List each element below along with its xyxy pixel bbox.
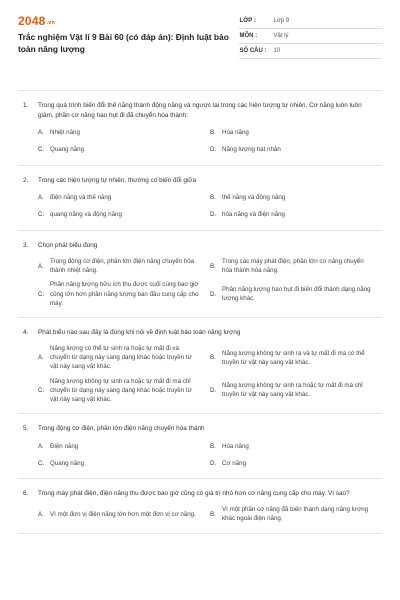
option-letter: B.	[210, 354, 216, 362]
question-text: Trong quá trình biến đổi thế năng thành động năng và ngược lại trong các hiện tượng tự nhiên. Cơ năng luôn luôn giảm, phần cơ năng hao hụt đi đã chuyển hóa thành:	[38, 102, 362, 119]
answer-option[interactable]	[38, 209, 210, 226]
option-text: Vì một phần cơ năng đã biến thành dạng năng lượng khác ngoài điện năng.	[222, 506, 369, 523]
question-text-row	[18, 241, 382, 251]
answer-option[interactable]	[210, 127, 382, 144]
meta-row-count	[239, 44, 382, 59]
option-letter: B.	[210, 194, 216, 202]
question-number: 5.	[23, 425, 29, 433]
option-text: Trong các máy phát điện, phần lớn cơ năng chuyển hóa thành hóa năng.	[222, 258, 364, 275]
option-text: Quang năng	[50, 459, 85, 467]
logo-main: 2048	[18, 14, 46, 28]
document-title: Trắc nghiệm Vật lí 9 Bài 60 (có đáp án): Định luật bảo toàn năng lượng	[18, 32, 229, 54]
meta-value: Lớp 9	[273, 18, 290, 24]
question-list	[18, 91, 382, 534]
option-text: Điện năng	[50, 442, 79, 450]
document-header	[18, 14, 382, 80]
option-letter: D.	[210, 459, 217, 467]
meta-label: LỚP :	[239, 18, 256, 24]
option-letter: B.	[210, 262, 216, 270]
option-letter: A.	[38, 262, 44, 270]
option-text: Năng lượng không tự sinh ra và tự mất đi mà có thể truyền từ vật này sang vật khác.	[222, 349, 365, 366]
question-6	[18, 479, 382, 533]
option-letter: B.	[210, 442, 216, 450]
option-letter: C.	[38, 146, 45, 154]
option-text: Năng lượng không tự sinh ra hoặc tự mất đi mà chỉ chuyển từ dạng này sang dạng khác hoặc truyền từ vật này sang vật khác.	[50, 377, 192, 404]
answer-option[interactable]	[210, 280, 382, 313]
logo-sub: .vn	[46, 20, 56, 26]
option-letter: A.	[38, 194, 44, 202]
answer-option[interactable]	[38, 505, 210, 528]
answer-option[interactable]	[38, 144, 210, 161]
option-text: Phần năng lượng hữu ích thu được cuối cùng bao giờ cũng lớn hơn phần năng lượng ban đầu cung cấp cho máy.	[50, 281, 199, 307]
option-letter: A.	[38, 129, 44, 137]
option-text: Năng lượng có thể tự sinh ra hoặc tự mất đi và chuyển từ dạng này sang dạng khác hoặc truyền từ vật này sang vật khác.	[50, 345, 192, 371]
answer-option[interactable]	[210, 377, 382, 410]
answer-option[interactable]	[210, 457, 382, 474]
option-letter: B.	[210, 510, 216, 518]
option-letter: A.	[38, 354, 44, 362]
question-number: 6.	[23, 490, 29, 498]
question-5	[18, 414, 382, 479]
answer-options	[38, 505, 382, 528]
answer-option[interactable]	[38, 127, 210, 144]
answer-option[interactable]	[210, 257, 382, 280]
option-text: Năng lượng hạt nhân	[222, 146, 281, 154]
question-text-row	[18, 489, 382, 499]
meta-row-subject	[239, 29, 382, 44]
answer-option[interactable]	[38, 377, 210, 410]
option-text: Nhiệt năng	[50, 129, 80, 137]
question-number: 3.	[23, 242, 29, 249]
question-1	[18, 91, 382, 166]
meta-value: Vật lý	[273, 33, 289, 39]
question-text: Trong các hiện tượng tự nhiên, thường có biến đổi giữa	[38, 177, 197, 184]
question-text: Trong động cơ điện, phần lớn điện năng chuyển hóa thành	[38, 425, 205, 433]
question-text: Trong máy phát điện, điện năng thu được bao giờ cũng có giá trị nhỏ hơn cơ năng cung cấp cho máy. Vì sao?	[38, 490, 350, 498]
question-number: 2.	[23, 177, 29, 184]
question-text-row	[18, 176, 382, 186]
answer-option[interactable]	[38, 257, 210, 280]
answer-option[interactable]	[38, 280, 210, 313]
question-3	[18, 231, 382, 318]
option-text: quang năng và động năng	[50, 211, 122, 219]
option-text: Vì một đơn vị điện năng lớn hơn một đơn vị cơ năng.	[50, 510, 196, 518]
meta-label: SỐ CÂU :	[239, 48, 267, 54]
answer-options	[38, 257, 382, 313]
option-text: Hóa năng	[222, 442, 249, 450]
option-letter: C.	[38, 386, 45, 394]
answer-options	[38, 192, 382, 226]
option-letter: C.	[38, 459, 45, 467]
answer-option[interactable]	[38, 192, 210, 209]
question-number: 1.	[23, 102, 29, 109]
answer-option[interactable]	[38, 344, 210, 377]
meta-value: 10	[273, 48, 281, 54]
question-text-row	[18, 101, 382, 121]
answer-option[interactable]	[210, 505, 382, 528]
option-letter: D.	[210, 386, 217, 394]
option-letter: D.	[210, 290, 217, 298]
answer-options	[38, 344, 382, 409]
question-4	[18, 318, 382, 414]
option-letter: C.	[38, 290, 45, 298]
option-text: Quang năng	[50, 146, 85, 154]
question-text: Phát biểu nào sau đây là đúng khi nói về định luật bảo toàn năng lượng	[38, 329, 241, 337]
answer-options	[38, 440, 382, 474]
option-letter: A.	[38, 510, 44, 518]
option-letter: A.	[38, 442, 44, 450]
answer-option[interactable]	[38, 457, 210, 474]
option-text: Hóa năng	[222, 129, 249, 137]
question-text-row	[18, 328, 382, 338]
option-text: Phần năng lượng hao hụt đi biến đổi thành dạng năng lượng khác.	[222, 286, 371, 303]
option-letter: B.	[210, 129, 216, 137]
question-number: 4.	[23, 329, 29, 337]
answer-option[interactable]	[210, 209, 382, 226]
meta-table	[239, 14, 382, 80]
option-text: Năng lượng không tự sinh ra hoặc tự mất đi mà chỉ truyền từ vật này sang vật khác.	[222, 382, 363, 399]
answer-option[interactable]	[210, 344, 382, 377]
question-2	[18, 166, 382, 231]
site-logo[interactable]	[18, 14, 239, 28]
option-letter: D.	[210, 146, 217, 154]
answer-option[interactable]	[210, 192, 382, 209]
answer-option[interactable]	[38, 440, 210, 457]
option-text: điện năng và thế năng	[50, 194, 112, 202]
option-text: hóa năng và điện năng	[222, 211, 285, 219]
header-left	[18, 14, 239, 80]
option-letter: C.	[38, 211, 45, 219]
option-text: Cơ năng	[222, 459, 247, 467]
meta-row-class	[239, 14, 382, 29]
answer-option[interactable]	[210, 144, 382, 161]
question-text-row	[18, 424, 382, 434]
answer-option[interactable]	[210, 440, 382, 457]
option-text: Trong động cơ điện, phần lớn điện năng chuyển hóa thành nhiệt năng.	[50, 258, 195, 275]
answer-options	[38, 127, 382, 161]
option-text: thế năng và động năng	[222, 194, 286, 202]
meta-label: MÔN :	[239, 33, 258, 39]
option-letter: D.	[210, 211, 217, 219]
question-text: Chọn phát biểu đúng	[38, 242, 98, 249]
